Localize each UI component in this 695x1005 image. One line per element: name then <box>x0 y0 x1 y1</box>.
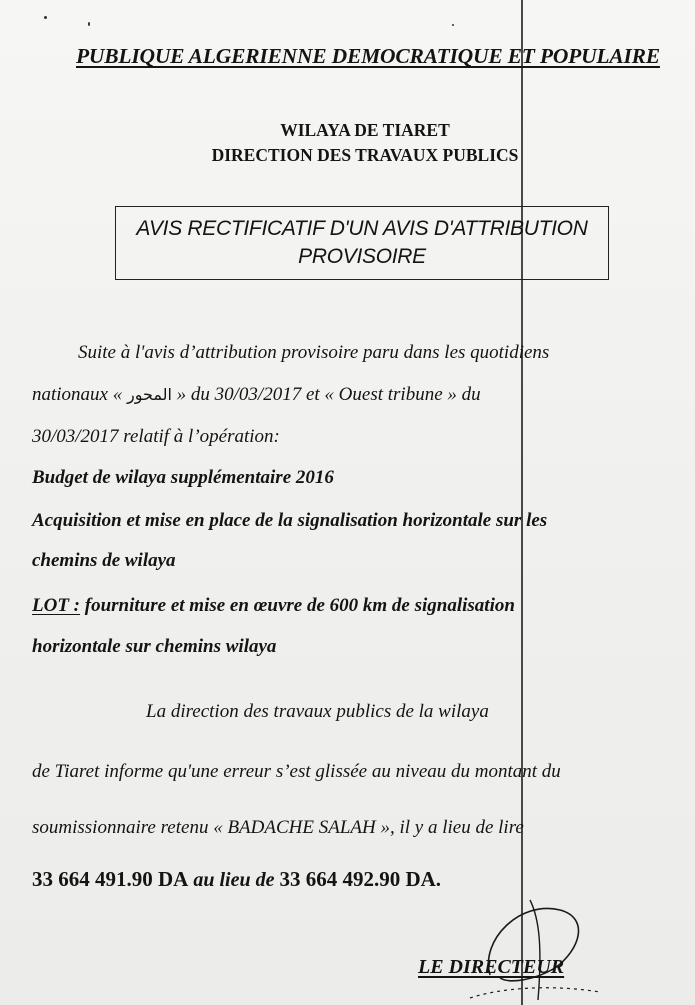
notice-title-line1: AVIS RECTIFICATIF D'UN AVIS D'ATTRIBUTION <box>136 217 588 240</box>
lot-label: LOT : <box>32 595 81 616</box>
body-line-2: de Tiaret informe qu'une erreur s’est glissée au niveau du montant du <box>32 761 561 782</box>
amount-connector: au lieu de <box>188 869 280 891</box>
wrong-amount: 33 664 492.90 DA. <box>279 867 442 891</box>
direction-name: DIRECTION DES TRAVAUX PUBLICS <box>211 145 519 165</box>
lot-text: fourniture et mise en œuvre de 600 km de signalisation <box>80 595 515 616</box>
intro-line-1: Suite à l'avis d’attribution provisoire paru dans les quotidiens <box>78 342 550 363</box>
acquisition-line-1: Acquisition et mise en place de la signalisation horizontale sur les <box>32 510 548 531</box>
notice-title-line2: PROVISOIRE <box>298 245 426 268</box>
issuer-block <box>0 118 695 168</box>
body-line-3: soumissionnaire retenu « BADACHE SALAH », il y a lieu de lire <box>32 817 524 838</box>
republic-heading: PUBLIQUE ALGERIENNE DEMOCRATIQUE ET POPULAIRE <box>76 44 660 68</box>
intro-line-3: 30/03/2017 relatif à l’opération: <box>32 426 280 447</box>
acquisition-line-2: chemins de wilaya <box>32 550 176 571</box>
intro-line-2-end: » du 30/03/2017 et « Ouest tribune » du <box>171 384 481 405</box>
intro-line-2-start: nationaux « <box>32 384 127 405</box>
scan-speck <box>452 24 454 26</box>
handwritten-signature <box>460 880 620 1005</box>
amount-line <box>32 867 441 892</box>
scan-speck <box>88 22 90 26</box>
scan-speck <box>44 16 47 19</box>
notice-title-box <box>115 206 609 280</box>
correct-amount: 33 664 491.90 DA <box>32 867 189 891</box>
body-line-1: La direction des travaux publics de la wilaya <box>146 701 489 722</box>
lot-line-1 <box>32 595 672 617</box>
signatory-title: LE DIRECTEUR <box>418 956 565 978</box>
wilaya-name: WILAYA DE TIARET <box>280 120 450 140</box>
arabic-newspaper-name: المحور <box>127 385 172 404</box>
lot-line-2: horizontale sur chemins wilaya <box>32 636 277 657</box>
intro-line-2 <box>32 384 672 406</box>
budget-line: Budget de wilaya supplémentaire 2016 <box>32 467 334 488</box>
